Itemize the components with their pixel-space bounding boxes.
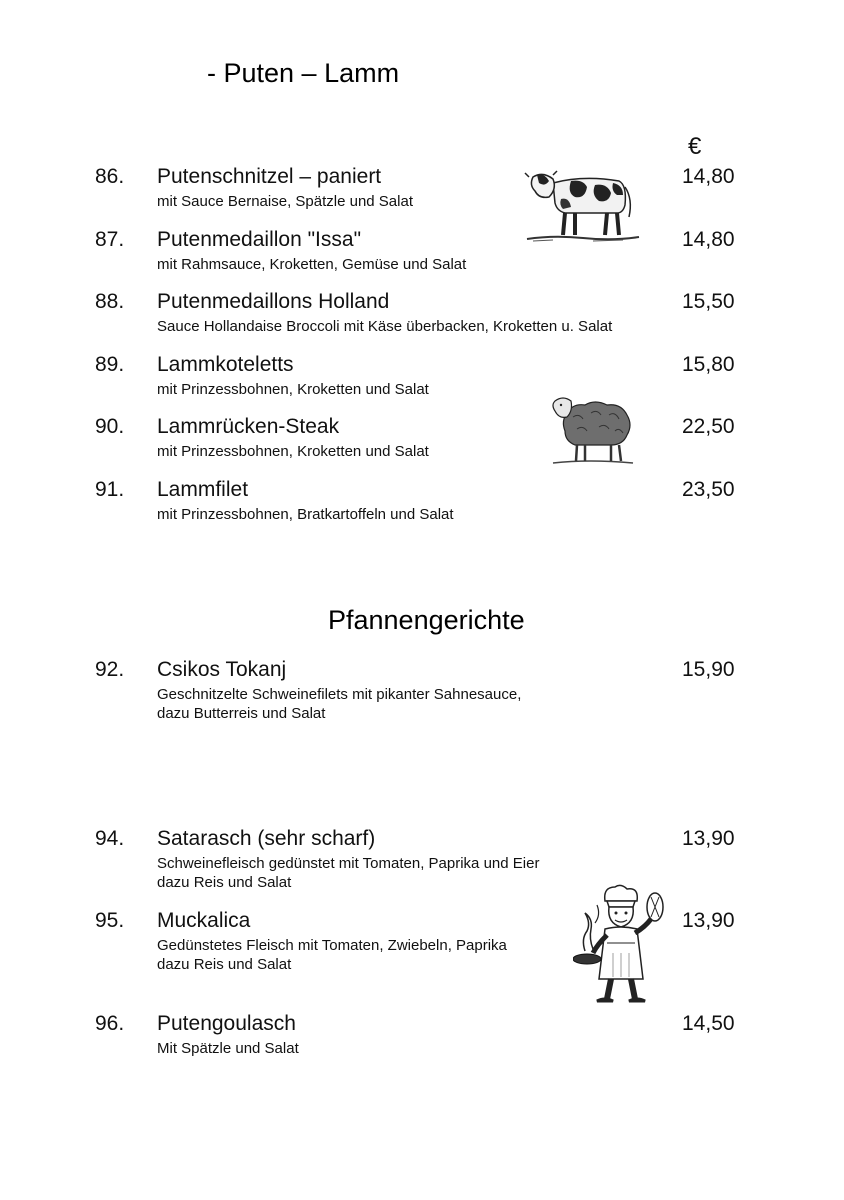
item-number: 87. [95,228,125,251]
section-title-puten-lamm: - Puten – Lamm [207,58,400,88]
item-name: Putengoulasch [157,1012,296,1035]
item-number: 96. [95,1012,125,1035]
item-name: Putenmedaillon "Issa" [157,228,362,251]
chef-icon [573,883,669,1009]
item-price: 15,50 [682,290,735,313]
item-name: Csikos Tokanj [157,658,287,681]
item-description: mit Rahmsauce, Kroketten, Gemüse und Salat [157,256,467,273]
item-description: Sauce Hollandaise Broccoli mit Käse überbacken, Kroketten u. Salat [157,318,613,335]
item-price: 15,90 [682,658,735,681]
item-description: mit Prinzessbohnen, Kroketten und Salat [157,443,429,460]
item-name: Lammkoteletts [157,353,294,376]
item-price: 13,90 [682,909,735,932]
item-number: 91. [95,478,125,501]
item-number: 89. [95,353,125,376]
item-price: 22,50 [682,415,735,438]
item-description: Gedünstetes Fleisch mit Tomaten, Zwiebeln, Paprika dazu Reis und Salat [157,937,507,973]
item-description: Schweinefleisch gedünstet mit Tomaten, Paprika und Eier dazu Reis und Salat [157,855,540,891]
item-number: 95. [95,909,125,932]
item-number: 90. [95,415,125,438]
item-name: Lammfilet [157,478,249,501]
item-number: 86. [95,165,125,188]
item-price: 14,80 [682,228,735,251]
item-description: mit Prinzessbohnen, Bratkartoffeln und Salat [157,506,454,523]
sheep-icon [549,393,635,469]
item-number: 94. [95,827,125,850]
cow-icon [523,165,641,245]
item-price: 14,80 [682,165,735,188]
item-name: Putenmedaillons Holland [157,290,390,313]
item-price: 13,90 [682,827,735,850]
item-name: Lammrücken-Steak [157,415,340,438]
item-description: Geschnitzelte Schweinefilets mit pikanter Sahnesauce, dazu Butterreis und Salat [157,686,522,722]
item-price: 23,50 [682,478,735,501]
item-price: 14,50 [682,1012,735,1035]
item-description: Mit Spätzle und Salat [157,1040,299,1057]
item-name: Putenschnitzel – paniert [157,165,382,188]
item-description: mit Prinzessbohnen, Kroketten und Salat [157,381,429,398]
item-number: 92. [95,658,125,681]
item-name: Muckalica [157,909,251,932]
item-name: Satarasch (sehr scharf) [157,827,376,850]
section-title-pfannengerichte: Pfannengerichte [328,605,525,635]
currency-symbol: € [688,133,702,160]
item-description: mit Sauce Bernaise, Spätzle und Salat [157,193,413,210]
item-number: 88. [95,290,125,313]
item-price: 15,80 [682,353,735,376]
